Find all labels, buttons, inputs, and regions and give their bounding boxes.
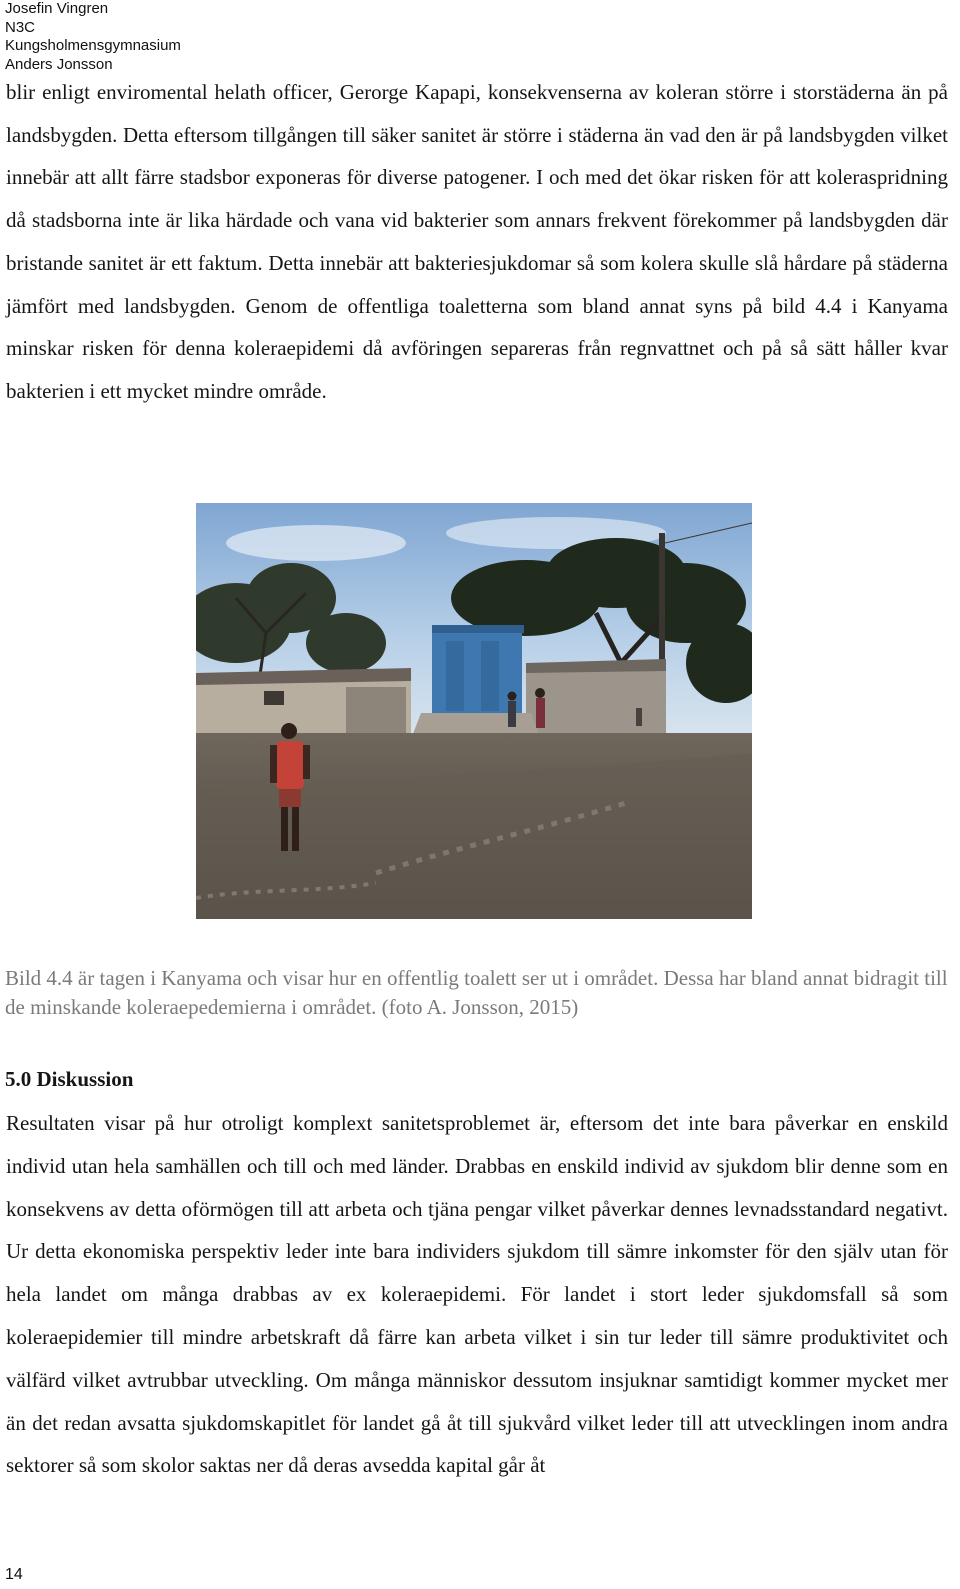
discussion-paragraph: Resultaten visar på hur otroligt komplext sanitetsproblemet är, eftersom det inte bara påverkar en enskild individ utan hela samhällen och till och med länder. Drabbas en enskild individ av sjukdom blir denne som en konsekvens av detta oförmögen till att arbeta och tjäna pengar vilket påverkar dennes levnadsstandard negativt. Ur detta ekonomiska perspektiv leder inte bara individers sjukdom till sämre inkomster för den själv utan för hela landet om många drabbas av ex koleraepidemi. För landet i stort leder sjukdomsfall så som koleraepidemier till mindre arbetskraft då färre kan arbeta vilket i sin tur leder till sämre produktivitet och välfärd vilket avtrubbar utveckling. Om många människor dessutom insjuknar samtidigt kommer mycket mer än det redan avsatta sjukdomskapitlet för landet gå åt till sjukvård vilket leder till att utvecklingen inom andra sektorer så som skolor saktas ner då deras avsedda kapital går åt — [6, 1111, 948, 1478]
header-author: Josefin Vingren — [5, 0, 109, 17]
page-header — [5, 0, 181, 74]
intro-paragraph: blir enligt enviromental helath officer, Gerorge Kapapi, konsekvenserna av koleran större i storstäderna än på landsbygden. Detta eftersom tillgången till säker sanitet är större i städerna än vad den är på landsbygden vilket innebär att allt färre stadsbor exponeras för diverse patogener. I och med det ökar risken för att koleraspridning då stadsborna inte är lika härdade och vana vid bakterier som annars frekvent förekommer på landsbygden där bristande sanitet är ett faktum. Detta innebär att bakteriesjukdomar så som kolera skulle slå hårdare på städerna jämfört med landsbygden. Genom de offentliga toaletterna som bland annat syns på bild 4.4 i Kanyama minskar risken för denna koleraepidemi då avföringen separeras från regnvattnet och på så sätt håller kvar bakterien i ett mycket mindre område. — [6, 80, 948, 403]
page-number: 14 — [5, 1566, 23, 1583]
header-school: Kungsholmensgymnasium — [5, 37, 181, 54]
header-supervisor: Anders Jonsson — [5, 55, 113, 73]
kanyama-toilet-photo — [196, 503, 752, 919]
figure-caption: Bild 4.4 är tagen i Kanyama och visar hur en offentlig toalett ser ut i området. Dessa har bland annat bidragit till de minskande koleraepedemierna i området. (foto A. Jonsson, 2015) — [5, 966, 948, 1019]
section-heading: 5.0 Diskussion — [5, 1067, 134, 1091]
header-class: N3C — [5, 18, 36, 36]
